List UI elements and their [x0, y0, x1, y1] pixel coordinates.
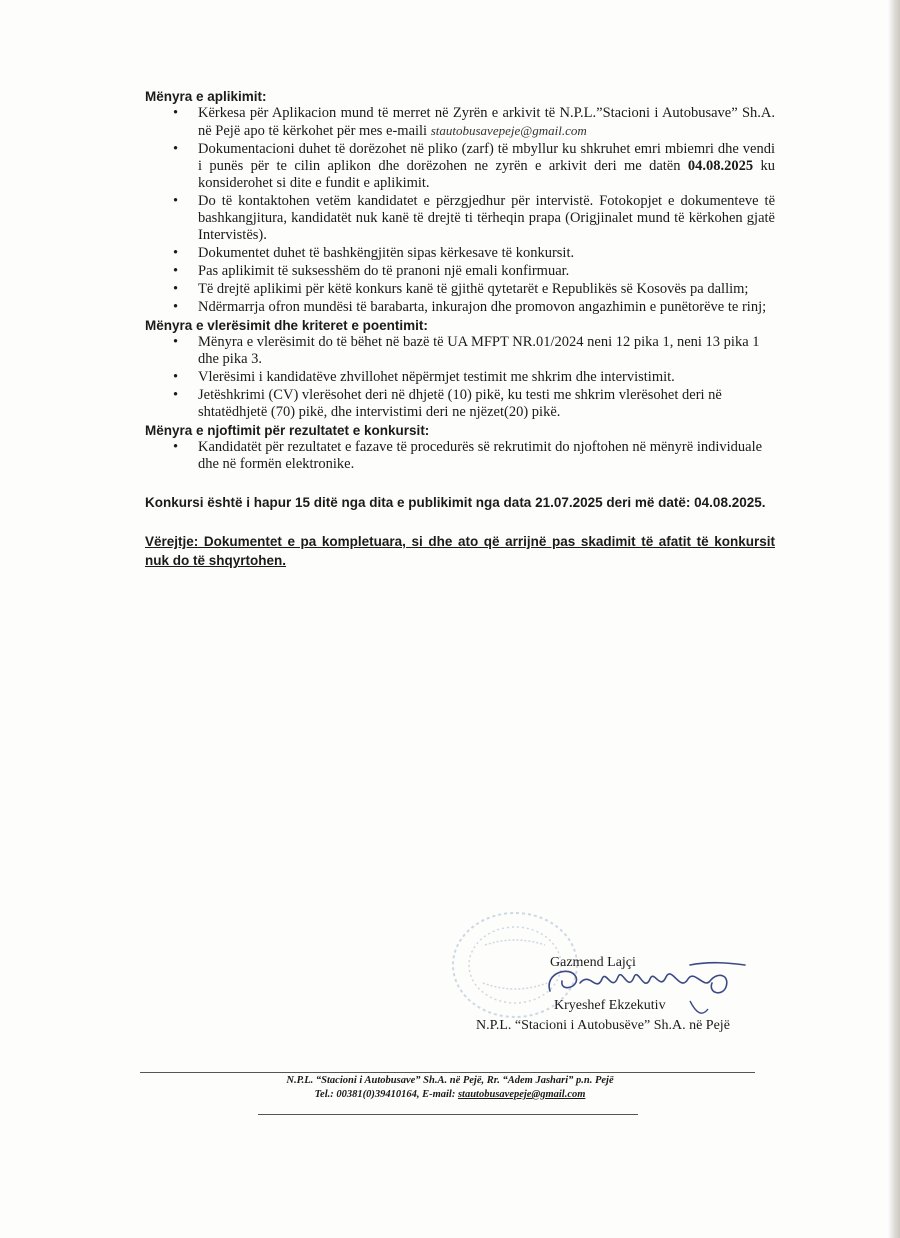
list-item-text: Dokumentet duhet të bashkëngjitën sipas kërkesave të konkursit.: [198, 245, 575, 261]
evaluation-list: [145, 334, 775, 421]
list-item-text: Pas aplikimit të suksesshëm do të pranoni një emali konfirmuar.: [198, 263, 570, 279]
bullet-icon: •: [173, 369, 179, 385]
list-item-text: ku konsiderohet si dite e fundit e aplikimit.: [198, 158, 775, 191]
deadline-date: 04.08.2025: [687, 158, 754, 174]
bullet-icon: •: [173, 193, 179, 209]
bullet-icon: •: [173, 334, 179, 350]
list-item-text: Mënyra e vlerësimit do të bëhet në bazë të UA MFPT NR.01/2024 neni 12 pika 1, neni 13 pika 1 dhe pika 3.: [198, 334, 760, 367]
signatory-role: Kryeshef Ekzekutiv: [554, 998, 666, 1013]
footer: [200, 1074, 700, 1102]
footer-address: N.P.L. “Stacioni i Autobusave” Sh.A. në Pejë, Rr. “Adem Jashari” p.n. Pejë: [286, 1075, 614, 1086]
list-item: [145, 281, 775, 298]
footer-phone: Tel.: 00381(0)39410164, E-mail:: [314, 1089, 456, 1100]
list-item: [145, 245, 775, 262]
bullet-icon: •: [173, 439, 179, 455]
document-body: [145, 88, 775, 570]
list-item: [145, 369, 775, 386]
email-text: stautobusavepeje@gmail.com: [430, 123, 587, 138]
list-item: [145, 299, 775, 316]
closing-statement: Konkursi është i hapur 15 ditë nga dita e publikimit nga data 21.07.2025 deri më datë: 04.08.2025.: [145, 495, 766, 510]
list-item: [145, 105, 775, 140]
list-item-text: Vlerësimi i kandidatëve zhvillohet nëpërmjet testimit me shkrim dhe intervistimit.: [198, 369, 675, 385]
list-item-text: Dokumentacioni duhet të dorëzohet në pliko (zarf) të mbyllur ku shkruhet emri mbiemri dhe vendi i punës për te cilin aplikon dhe dorëzohen ne zyrën e arkivit deri me datën: [198, 141, 775, 174]
list-item: [145, 439, 775, 473]
bullet-icon: •: [173, 281, 179, 297]
bullet-icon: •: [173, 387, 179, 403]
warning-note: Vërejtje: Dokumentet e pa kompletuara, si dhe ato që arrijnë pas skadimit të afatit të konkursit nuk do të shqyrtohen.: [145, 534, 775, 568]
list-item: [145, 141, 775, 192]
bullet-icon: •: [173, 105, 179, 121]
bullet-icon: •: [173, 245, 179, 261]
list-item: [145, 263, 775, 280]
application-list: [145, 105, 775, 316]
application-section-title: Mënyra e aplikimit:: [145, 89, 267, 104]
list-item: [145, 193, 775, 244]
notification-section-title: Mënyra e njoftimit për rezultatet e konkursit:: [145, 423, 430, 438]
bullet-icon: •: [173, 263, 179, 279]
footer-divider-bottom: [258, 1114, 638, 1115]
list-item-text: Kërkesa për Aplikacion mund të merret në Zyrën e arkivit të N.P.L.”Stacioni i Autobusave” Sh.A. në Pejë apo të kërkohet për mes e-maili: [198, 105, 775, 139]
scan-edge: [888, 0, 900, 1238]
footer-contact: [200, 1088, 700, 1102]
list-item-text: Ndërmarrja ofron mundësi të barabarta, inkurajon dhe promovon angazhimin e punëtorëve te rinj;: [198, 299, 767, 315]
signatory-organization: N.P.L. “Stacioni i Autobusëve” Sh.A. në Pejë: [476, 1018, 730, 1033]
list-item: [145, 387, 775, 421]
bullet-icon: •: [173, 299, 179, 315]
list-item-text: Të drejtë aplikimi për këtë konkurs kanë të gjithë qytetarët e Republikës së Kosovës pa dallim;: [198, 281, 749, 297]
list-item-text: Do të kontaktohen vetëm kandidatet e përzgjedhur për intervistë. Fotokopjet e dokumenteve të bashkangjitura, kandidatët nuk kanë të drejtë ti tërheqin prapa (Origjinalet mund të kërkohen gjatë Intervistës).: [198, 193, 775, 243]
footer-divider-top: [140, 1072, 755, 1073]
signatory-name: Gazmend Lajçi: [550, 955, 636, 970]
footer-email: stautobusavepeje@gmail.com: [457, 1089, 586, 1100]
list-item: [145, 334, 775, 368]
list-item-text: Kandidatët për rezultatet e fazave të procedurës së rekrutimit do njoftohen në mënyrë individuale dhe në formën elektronike.: [198, 439, 763, 472]
list-item-text: Jetëshkrimi (CV) vlerësohet deri në dhjetë (10) pikë, ku testi me shkrim vlerësohet deri në shtatëdhjetë (70) pikë, dhe intervistimi deri ne njëzet(20) pikë.: [198, 387, 722, 420]
evaluation-section-title: Mënyra e vlerësimit dhe kriteret e poentimit:: [145, 318, 428, 333]
bullet-icon: •: [173, 141, 179, 157]
notification-list: [145, 439, 775, 473]
